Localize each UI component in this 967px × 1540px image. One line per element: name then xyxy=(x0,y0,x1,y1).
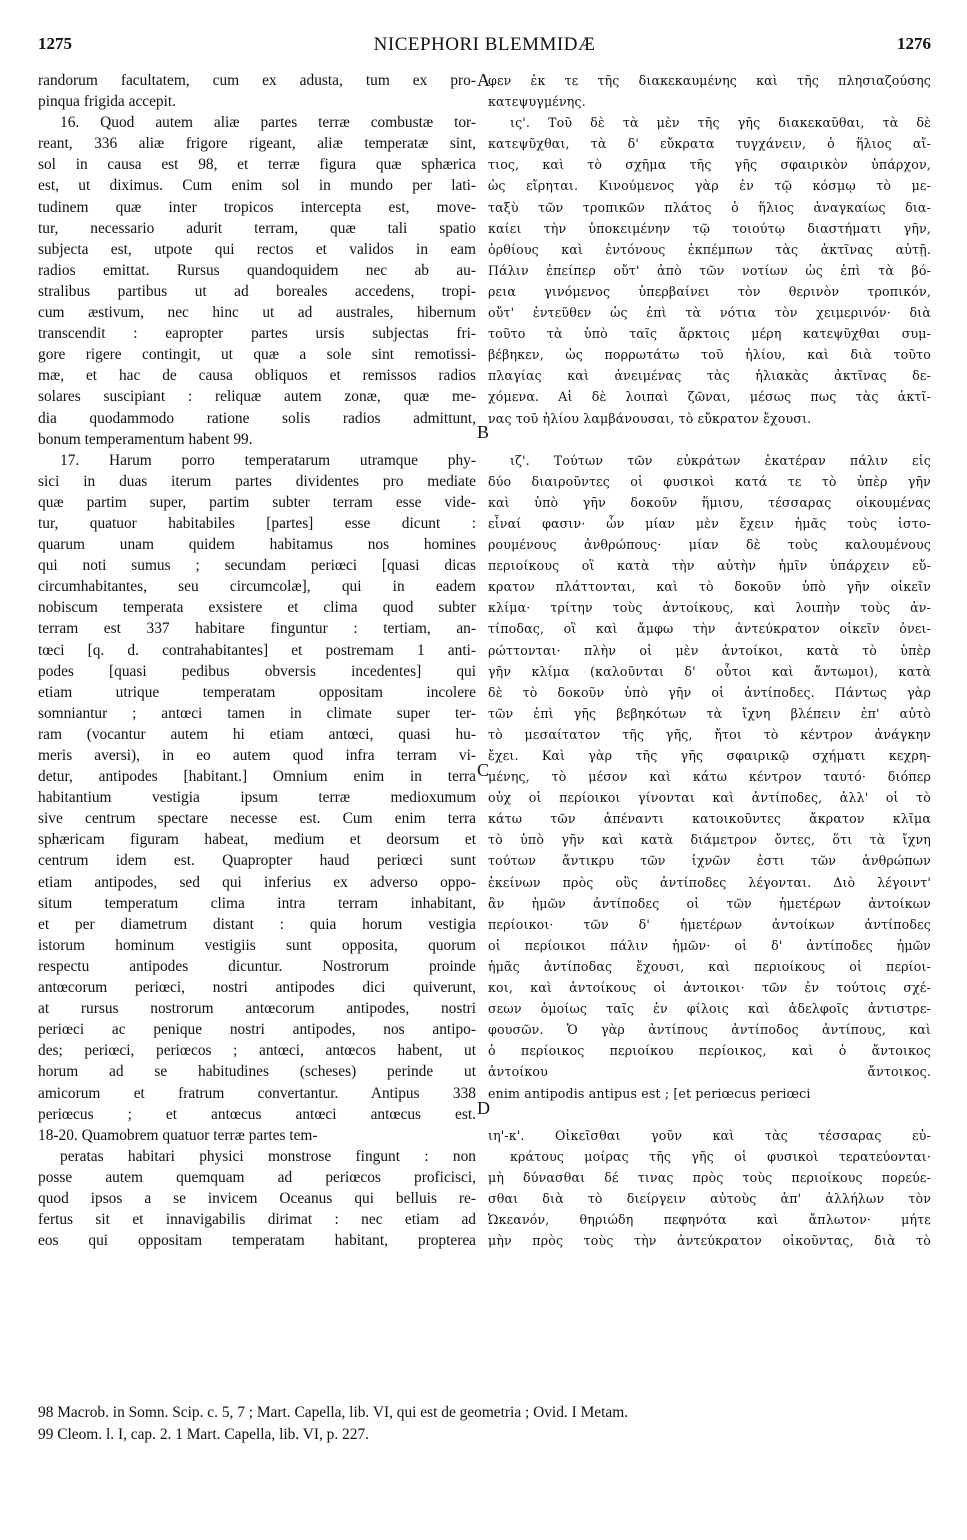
greek-text-line: δὲ τὸ δοκοῦν ὑπὸ γῆν οἱ ἀντίποδες. Πάντως γὰρ xyxy=(488,684,931,700)
latin-text-line: solares suscipiant : reliquæ autem zonæ, quæ me- xyxy=(38,388,476,406)
greek-text-line: ἡμᾶς ἀντίποδας ἔχουσι, καὶ περιοίκους οἱ περίοι- xyxy=(488,958,931,974)
latin-text-line: dia quodammodo ratione solis radios admittunt, xyxy=(38,409,476,427)
greek-text-line: τούτων ἄντικρυ τῶν ἰχνῶν ἐστι τῶν ἀνθρώπων xyxy=(488,853,931,869)
greek-text-line: ιη'-κ'. Οἰκεῖσθαι γοῦν καὶ τὰς τέσσαρας εὐ- xyxy=(488,1127,931,1143)
greek-text-line: τὸ μεσαίτατον τῆς γῆς, ἤτοι τὸ κέντρον ἀνάγκην xyxy=(488,726,931,742)
latin-text-line: sol in causa est 98, et terræ figura quæ sphærica xyxy=(38,156,476,174)
latin-text-line: circumhabitantes, seu circumcolæ], qui in eadem xyxy=(38,578,476,596)
greek-text-line: μένης, τὸ μέσον καὶ κάτω κέντρον ταυτό· διόπερ xyxy=(488,769,931,785)
greek-text-line: μὴ δύνασθαι δέ τινας πρὸς τοὺς περιοίκους πορεύε- xyxy=(488,1169,931,1185)
greek-text-line: περίοικοι· τῶν δ' ἡμετέρων ἀντοίκων ἀντίποδες xyxy=(488,916,931,932)
latin-text-line: periœcus ; et antœcus antœci antœcus est. xyxy=(38,1105,476,1123)
greek-text-line: ἔχει. Καὶ γὰρ τῆς γῆς σφαιρικῷ σχήματι κεχρη- xyxy=(488,748,931,763)
greek-text-line xyxy=(488,1104,931,1125)
greek-text-line: δύο διαιροῦντες οἱ φυσικοὶ κατά τε τὸ ὑπὲρ γῆν xyxy=(488,473,931,489)
greek-text-line: ὁ περίοικος περιοίκου περίοικος, καὶ ὁ ἄντοικος xyxy=(488,1043,931,1059)
latin-text-line: quæ partim super, partim subter terram esse vide- xyxy=(38,493,476,511)
latin-text-line: ram (vocantur autem hi etiam antœci, quasi hu- xyxy=(38,725,476,743)
running-head xyxy=(38,34,931,60)
greek-text-line: σεων ὁμοίως ταῖς ἐν φίλοις καὶ ἀδελφοῖς ἀντιστρε- xyxy=(488,1001,931,1017)
greek-text-line: τίποδας, οἳ καὶ ἄμφω τὴν ἀντεύκρατον οἰκεῖν ὀνει- xyxy=(488,621,931,637)
latin-text-line: des; periœci, periœcos ; antœci, antœcos habent, ut xyxy=(38,1042,476,1060)
greek-text-line: νας τοῦ ἡλίου λαμβάνουσαι, τὸ εὔκρατον ἔχουσι. xyxy=(488,410,812,426)
latin-text-line: istorum hominum vestigiis sunt opposita, quorum xyxy=(38,936,476,954)
margin-marker-a: A xyxy=(477,70,490,90)
greek-text-line: enim antipodis antipus est ; [et periœcus periœci xyxy=(488,1085,811,1101)
latin-text-line: peratas habitari physici monstrose fingunt : non xyxy=(60,1147,476,1165)
latin-text-line: quarum unam quidem habitamus nos homines xyxy=(38,536,476,554)
latin-text-line: nobiscum temperata exsistere et clima quod subter xyxy=(38,599,476,617)
latin-text-line: 16. Quod autem aliæ partes terræ combustæ tor- xyxy=(60,114,476,132)
greek-text-line: οὔτ' ἐντεῦθεν ὡς ἐπὶ τὰ νότια τὸν χειμερινόν· διὰ xyxy=(488,305,931,321)
greek-column xyxy=(488,70,931,1251)
latin-text-line: situm temperatum clima intra terram inhabitant, xyxy=(38,894,476,912)
footnotes xyxy=(38,1402,931,1446)
greek-text-line: ἐκείνων πρὸς οὓς ἀντίποδες λέγονται. Διὸ λέγοιντ' xyxy=(488,874,931,890)
latin-text-line: subjecta est, utpote qui rectos et validos in eam xyxy=(38,240,476,258)
latin-text-line: somniantur ; antœci tamen in climate super ter- xyxy=(38,704,476,722)
latin-text-line: centrum idem est. Quapropter haud periœci sunt xyxy=(38,852,476,870)
latin-text-line: horum ad se habitudines (scheses) perinde ut xyxy=(38,1063,476,1081)
greek-text-line: κλίμα· τρίτην τοὺς ἀντοίκους, καὶ λοιπὴν τοὺς ἀν- xyxy=(488,600,931,616)
greek-text-line: Ὠκεανόν, θηριώδη πεφηνότα καὶ ἄπλωτον· μήτε xyxy=(488,1212,931,1228)
latin-text-line: posse autem quemquam ad periœcos proficisci, xyxy=(38,1168,476,1186)
latin-text-line: pinqua frigida accepit. xyxy=(38,93,177,111)
latin-text-line: detur, antipodes [habitant.] Omnium enim in terra xyxy=(38,768,476,786)
greek-text-line: ἂν ἡμῶν ἀντίποδες οἱ τῶν ἡμετέρων ἀντοίκων xyxy=(488,895,931,911)
greek-text-line: κάτω τῶν ἀπέναντι κατοικοῦντες ἄκρατον κλῖμα xyxy=(488,811,931,827)
page-number-left: 1275 xyxy=(38,34,72,53)
greek-text-line: ὀρθίους καὶ ἐντόνους ἐκπέμπων τὰς ἀκτῖνας αὐτῇ. xyxy=(488,241,931,257)
latin-text-line: eos qui oppositam temperatam habitant, propterea xyxy=(38,1232,476,1250)
latin-text-line: amicorum et fratrum convertantur. Antipus 338 xyxy=(38,1084,476,1102)
latin-text-line: gore rigere contingit, ut quæ a sole sint remotissi- xyxy=(38,346,476,364)
latin-text-line: podes [quasi pedibus obversis incedentes] qui xyxy=(38,662,476,680)
greek-text-line: καίει τὴν ὑποκειμένην τῷ τοιούτῳ διαστήματι γῆν, xyxy=(488,220,931,236)
greek-text-line: ταξὺ τῶν τροπικῶν πλάτος ὁ ἥλιος ἀναγκαίως δια- xyxy=(488,199,931,215)
greek-text-line: κατεψῦχθαι, τὰ δ' εὔκρατα τυγχάνειν, ὁ ἥλιος αἴ- xyxy=(488,136,931,152)
latin-text-line: terram est 337 habitare finguntur : tertiam, an- xyxy=(38,620,476,638)
running-title: NICEPHORI BLEMMIDÆ xyxy=(373,34,596,55)
greek-text-line: ἀντοίκου ἄντοικος. xyxy=(488,1064,931,1080)
latin-text-line: tur, quatuor habitabiles [partes] esse dicunt : xyxy=(38,514,476,532)
greek-text-line: κρατον πλάττονται, καὶ τὸ δοκοῦν ὑπὸ γῆν οἰκεῖν xyxy=(488,579,931,595)
greek-text-line: ρουμένους ἀνθρώπους· μίαν δὲ τοὺς καλουμένους xyxy=(488,537,931,553)
latin-text-line: transcendit : eapropter partes ursis subjectas fri- xyxy=(38,325,476,343)
greek-text-line: ις'. Τοῦ δὲ τὰ μὲν τῆς γῆς διακεκαῦθαι, τὰ δὲ xyxy=(510,115,931,131)
latin-text-line: quod ipsos a se invicem Oceanus qui belluis re- xyxy=(38,1189,476,1207)
footnote-line: 98 Macrob. in Somn. Scip. c. 5, 7 ; Mart. Capella, lib. VI, qui est de geometria ; Ovid. I Metam. xyxy=(38,1404,629,1421)
latin-text-line: 17. Harum porro temperatarum utramque phy- xyxy=(60,451,476,469)
page-number-right: 1276 xyxy=(897,34,931,53)
greek-text-line: οἱ περίοικοι πάλιν ἡμῶν· οἱ δ' ἀντίποδες ἡμῶν xyxy=(488,937,931,953)
latin-text-line: tœci [q. d. contrahabitantes] et postremam 1 anti- xyxy=(38,641,476,659)
greek-text-line: ρεια γινόμενος ὑπερβαίνει τὸν θερινὸν τροπικόν, xyxy=(488,283,931,299)
greek-text-line: πλαγίας καὶ ἀνειμένας τὰς ἡλιακὰς ἀκτῖνας δε- xyxy=(488,368,931,384)
greek-text-line: Πάλιν ἐπείπερ οὔτ' ἀπὸ τῶν νοτίων ὡς ἐπὶ τὰ βό- xyxy=(488,262,931,278)
latin-text-line: habitantium vestigia ipsum terræ medioxumum xyxy=(38,789,476,807)
latin-text-line: reant, 336 aliæ frigore rigeant, aliæ temperatæ sint, xyxy=(38,135,476,153)
latin-text-line: etiam antipodes, sed qui inferius ex adverso oppo- xyxy=(38,873,476,891)
latin-text-line: radios emittat. Rursus quandoquidem nec ab au- xyxy=(38,261,476,279)
greek-text-line: χόμενα. Αἱ δὲ λοιπαὶ ζῶναι, μέσως πως τὰς ἀκτῖ- xyxy=(488,389,931,405)
latin-text-line: tudinem quæ inter tropicos intercepta est, move- xyxy=(38,198,476,216)
latin-text-line: sphæricam figuram habeat, medium et deorsum et xyxy=(38,831,476,849)
greek-text-line: σθαι διὰ τὸ διείργειν αὐτοὺς ἀπ' ἀλλήλων τὸν xyxy=(488,1190,931,1206)
latin-text-line: est, ut diximus. Cum enim sol in mundo per lati- xyxy=(38,177,476,195)
greek-text-line: οὐχ οἱ περίοικοι γίνονται καὶ ἀντίποδες, ἀλλ' οἱ τὸ xyxy=(488,790,931,806)
greek-text-line: εἶναί φασιν· ὧν μίαν μὲν ἔχειν ἡμᾶς τοὺς ἱστο- xyxy=(488,515,931,531)
latin-column xyxy=(38,70,476,1251)
latin-text-line: randorum facultatem, cum ex adusta, tum ex pro- xyxy=(38,72,476,89)
greek-text-line: κατεψυγμένης. xyxy=(488,94,586,110)
latin-text-line: sive centrum spectare necesse est. Cum enim terra xyxy=(38,810,476,828)
footnote-line: 99 Cleom. l. I, cap. 2. 1 Mart. Capella, lib. VI, p. 227. xyxy=(38,1426,369,1443)
greek-text-line: τῶν ἐπὶ γῆς βεβηκότων τὰ ἴχνη βλέπειν ἐπ' αὐτὸ xyxy=(488,705,931,721)
latin-text-line: stralibus partibus ut ad boreales accedens, tropi- xyxy=(38,282,476,300)
latin-text-line: periœci ac penique nostri antipodes, nos antipo- xyxy=(38,1021,476,1039)
greek-text-line xyxy=(488,429,931,450)
margin-marker-c: C xyxy=(477,760,490,780)
greek-text-line: τοῦτο τὰ ὑπὸ ταῖς ἄρκτοις μέρη κατεψῦχθαι συμ- xyxy=(488,326,931,342)
latin-text-line: 18-20. Quamobrem quatuor terræ partes tem- xyxy=(38,1126,318,1144)
greek-text-line: τὸ ὑπὸ γῆν καὶ κατὰ διάμετρον ὄντες, ὅτι τὰ ἴχνη xyxy=(488,832,931,848)
latin-text-line: qui noti sumus ; secundam periœci [quasi dicas xyxy=(38,557,476,575)
latin-text-line: fertus sit et innavigabilis dirimat : nec etiam ad xyxy=(38,1211,476,1229)
latin-text-line: etiam utrique temperatam oppositam incolere xyxy=(38,683,476,701)
latin-text-line: meris aversi), in eo autem quod infra terram vi- xyxy=(38,747,476,764)
latin-text-line: bonum temperamentum habent 99. xyxy=(38,430,253,448)
latin-text-line: tur, necessario adurit terram, quæ tali spatio xyxy=(38,219,476,237)
greek-text-line: τιος, καὶ τὸ σχῆμα τῆς γῆς σφαιρικὸν ὑπάρχον, xyxy=(488,157,931,173)
latin-text-line: respectu antipodes dicuntur. Nostrorum proinde xyxy=(38,957,476,975)
greek-text-line: ὡς εἴρηται. Κινούμενος γὰρ ἐν τῷ κόσμῳ τὸ με- xyxy=(488,178,931,194)
greek-text-line: περιοίκους οἳ κατὰ τὴν αὐτὴν ἡμῖν ὑπάρχειν εὔ- xyxy=(488,558,931,574)
latin-text-line: antœcorum periœci, nostri antipodes dici quiverunt, xyxy=(38,979,476,997)
greek-text-line: κοι, καὶ ἀντοίκους οἱ ἀντοικοι· τῶν ἐν τούτοις σχέ- xyxy=(488,980,931,996)
greek-text-line: βέβηκεν, ὡς πορρωτάτω τοῦ ἡλίου, καὶ διὰ τοῦτο xyxy=(488,347,931,363)
latin-text-line: mæ, et hac de causa obliquos et remissos radios xyxy=(38,367,476,385)
margin-marker-b: B xyxy=(477,422,490,442)
latin-text-line: sici in duas iterum partes dividentes pro mediate xyxy=(38,472,476,490)
greek-text-line: ρώττονται· πλὴν οἱ μὲν ἀντοίκοι, κατὰ τὸ ὑπὲρ xyxy=(488,642,931,658)
greek-text-line: φεν ἐκ τε τῆς διακεκαυμένης καὶ τῆς πλησιαζούσης xyxy=(488,73,931,88)
latin-text-line: cum æstivum, nec hinc ut ad australes, hibernum xyxy=(38,304,476,322)
greek-text-line: καὶ ὑπὸ γῆν δοκοῦν ἥμισυ, τέσσαρας οἰκουμένας xyxy=(488,494,931,510)
latin-text-line: at rursus nostrorum antœcorum antipodes, nostri xyxy=(38,1000,476,1018)
latin-text-line: et per diametrum distant : quia horum vestigia xyxy=(38,915,476,933)
greek-text-line: φουσῶν. Ὁ γὰρ ἀντίπους ἀντίποδος ἀντίπους, καὶ xyxy=(488,1022,931,1038)
greek-text-line: ιζ'. Τούτων τῶν εὐκράτων ἑκατέραν πάλιν εἰς xyxy=(510,452,931,468)
greek-text-line: γῆν κλίμα (καλοῦνται δ' οὗτοι καὶ ἄντωμοι), κατὰ xyxy=(488,663,931,679)
greek-text-line: κράτους μοίρας τῆς γῆς οἱ φυσικοὶ τερατεύονται· xyxy=(510,1148,931,1164)
greek-text-line: μὴν πρὸς τοὺς τὴν ἀντεύκρατον οἰκοῦντας, διὰ τὸ xyxy=(488,1233,931,1249)
margin-marker-d: D xyxy=(477,1098,490,1118)
